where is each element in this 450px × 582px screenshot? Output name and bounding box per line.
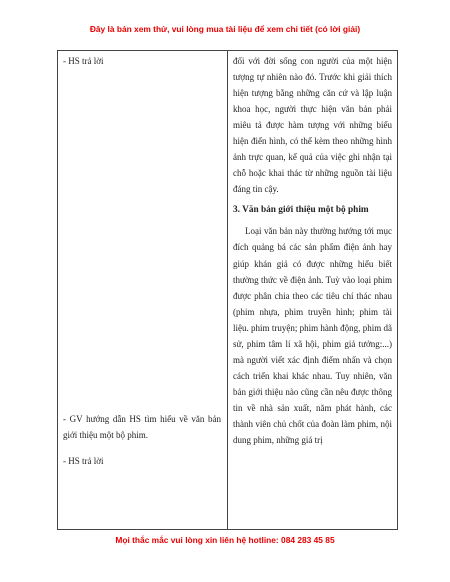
- teacher-instruction-text: - GV hướng dẫn HS tìm hiểu về văn bản giới thiệu một bộ phim.: [63, 414, 221, 440]
- content-column: [233, 53, 392, 448]
- student-reply-text: - HS trả lời: [63, 56, 104, 66]
- student-reply-text-2: - HS trả lời: [63, 456, 104, 466]
- preview-notice-banner: Đây là bản xem thử, vui lòng mua tài liệu để xem chi tiết (có lời giải): [89, 24, 361, 34]
- teacher-activity-column: [58, 51, 227, 529]
- hotline-banner: Mọi thắc mắc vui lòng xin liên hệ hotline: 084 283 45 85: [115, 535, 335, 545]
- column-divider: [227, 51, 228, 529]
- lesson-table: [57, 50, 398, 530]
- natural-phenomenon-paragraph: đối với đời sống con người của một hiện tượng tự nhiên nào đó. Trước khi giải thích hiện tượng bằng những căn cứ và lập luận khoa học, người thực hiện văn bản phải miêu tả được hàm tượng với những biểu hiện điển hình, có thể kèm theo những hình ảnh trực quan, kể quả của việc ghi nhận tại chỗ hoặc khai thác từ những nguồn tài liệu đáng tin cậy.: [233, 56, 392, 195]
- film-introduction-paragraph: Loại văn bản này thường hướng tới mục đích quảng bá các sản phẩm điện ảnh hay giúp khán giả có được những hiểu biết thường thức về điện ảnh. Tuỳ vào loại phim được phân chia theo các tiêu chí thác nhau (phim nhựa, phim truyền hình; phim tài liệu. phim truyện; phim hành động, phim dã sử, phim tâm lí xã hội, phim giả tưởng:...) mà người viết xác định điểm nhấn và chọn cách triển khai khác nhau. Tuy nhiên, văn bản giới thiệu nào cũng cần nêu được thông tin về nhà sản xuất, năm phát hành, các thành viên chủ chốt của đoàn làm phim, nội dung phim, những giá trị: [233, 226, 392, 446]
- section-heading-film: 3. Văn bản giới thiệu một bộ phim: [233, 205, 369, 216]
